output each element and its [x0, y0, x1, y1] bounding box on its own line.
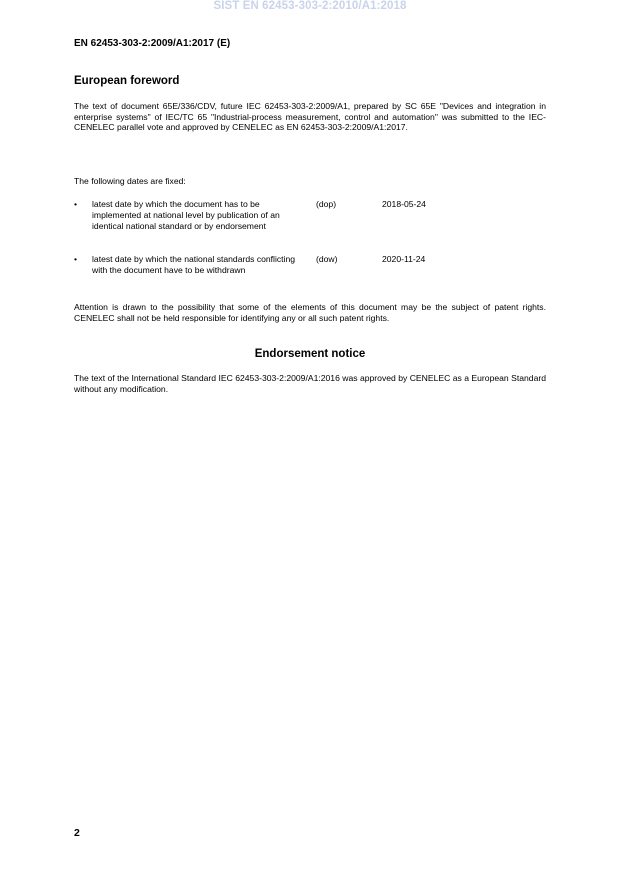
bullet-icon: • [74, 254, 78, 264]
patent-attention-paragraph: Attention is drawn to the possibility that some of the elements of this document may be the subject of patent rights. CENELEC shall not be held responsible for identifying any or all such patent rights. [74, 302, 546, 323]
date-description: latest date by which the national standards conflicting with the document have to be withdrawn [92, 254, 296, 275]
bullet-icon: • [74, 199, 78, 209]
date-value: 2018-05-24 [382, 199, 426, 209]
date-description: latest date by which the document has to be implemented at national level by publication of an identical national standard or by endorsement [92, 199, 280, 231]
endorsement-heading: Endorsement notice [254, 348, 366, 360]
date-code: (dow) [316, 254, 338, 264]
date-code: (dop) [316, 199, 337, 209]
document-identifier: EN 62453-303-2:2009/A1:2017 (E) [74, 38, 231, 49]
foreword-heading: European foreword [74, 75, 180, 87]
endorsement-paragraph: The text of the International Standard IEC 62453-303-2:2009/A1:2016 was approved by CENELEC as a European Standard without any modification. [74, 373, 546, 394]
page-number: 2 [74, 827, 80, 839]
foreword-paragraph: The text of document 65E/336/CDV, future IEC 62453-303-2:2009/A1, prepared by SC 65E "Devices and integration in enterprise systems" of IEC/TC 65 "Industrial-process measurement, control and automation" was submitted to the IEC-CENELEC parallel vote and approved by CENELEC as EN 62453-303-2:2009/A1:2017. [74, 101, 546, 132]
dates-intro-text: The following dates are fixed: [74, 176, 186, 186]
document-watermark: SIST EN 62453-303-2:2010/A1:2018 [213, 0, 407, 12]
date-value: 2020-11-24 [382, 254, 426, 264]
